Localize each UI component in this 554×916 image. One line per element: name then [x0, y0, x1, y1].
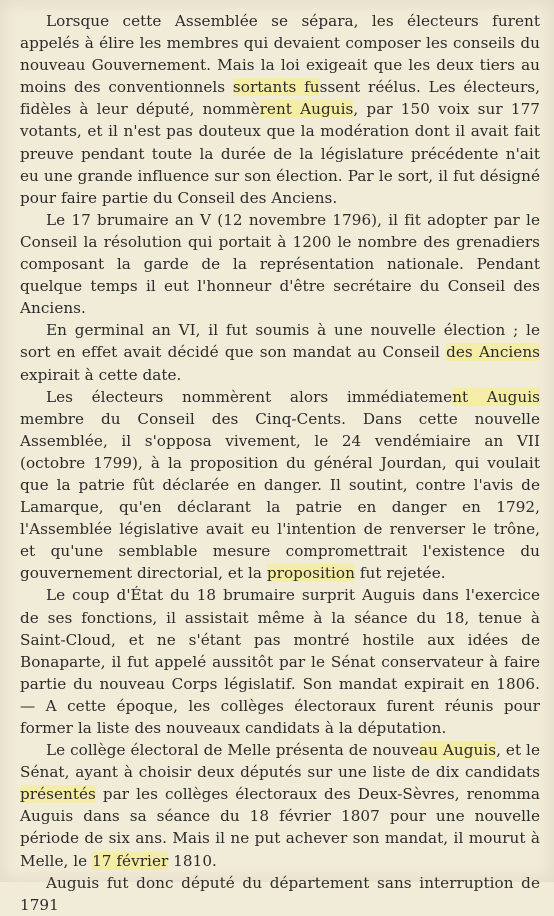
- highlighted-text: 17 février: [92, 851, 169, 870]
- highlighted-text: des Anciens: [446, 343, 540, 362]
- text-segment: membre du Conseil des Cinq-Cents. Dans cette nouvelle Assemblée, il s'opposa vivement, le 24 vendémiaire an VII (octobre 1799), à la proposition du général Jourdan, qui voulait que la patrie fût déclarée en danger. Il soutint, contre l'avis de Lamarque, qu'en déclarant la patrie en danger en 1792, l'Assemblée législative avait eu l'intention de renverser le trône, et qu'une semblable mesure compromettrait l'existence du gouvernement directorial, et la: [20, 409, 540, 583]
- document-body: [20, 10, 540, 916]
- text-segment: Lorsque cette Assemblée se sépara, les électeurs furent appelés à élire les membres qui devaient composer les conseils du nouveau Gouvernement. Mais la loi exigeait que les deux tiers au moins des conventionnels: [20, 12, 540, 97]
- highlighted-text: sortants fu: [232, 78, 320, 97]
- text-segment: En germinal an VI, il fut soumis à une nouvelle élection ; le sort en effet avait décidé que son mandat au Conseil: [20, 321, 540, 362]
- highlighted-text: au Auguis: [419, 741, 497, 760]
- text-segment: fut rejetée.: [354, 564, 446, 583]
- text-segment: ssent réélus. Les électeurs, fidèles à leur député, nommè: [20, 78, 540, 119]
- text-segment: , par 150 voix sur 177 votants, et il n'est pas douteux que la modération dont il avait fait preuve pendant toute la durée de la législature précédente n'ait eu une grande influence sur son élection. Par le sort, il fut désigné pour faire partie du Conseil des Anciens.: [20, 100, 540, 207]
- paragraph: [20, 584, 540, 739]
- highlighted-text: présentés: [20, 785, 96, 804]
- text-segment: Le collège électoral de Melle présenta de nouve: [46, 741, 420, 760]
- paragraph: [20, 209, 540, 319]
- paragraph: [20, 10, 540, 209]
- text-segment: , et le Sénat, ayant à choisir deux députés sur une liste de dix candidats: [20, 741, 540, 782]
- text-segment: expirait à cette date.: [20, 365, 182, 384]
- text-segment: Les électeurs nommèrent alors immédiateme: [46, 387, 453, 406]
- highlighted-text: rent Auguis: [259, 100, 354, 119]
- highlighted-text: proposition: [266, 564, 355, 583]
- text-segment: par les collèges électoraux des Deux-Sèvres, renomma Auguis dans sa séance du 18 février 1807 pour une nouvelle période de six ans. Mais il ne put achever son mandat, il mourut à Melle, le: [20, 785, 540, 870]
- text-segment: Le coup d'État du 18 brumaire surprit Auguis dans l'exercice de ses fonctions, il assistait même à la séance du 18, tenue à Saint-Cloud, et ne s'étant pas montré hostile aux idées de Bonaparte, il fut appelé aussitôt par le Sénat conservateur à faire partie du nouveau Corps législatif. Son mandat expirait en 1806. — A cette époque, les collèges électoraux furent réunis pour former la liste des nouveaux candidats à la députation.: [20, 586, 540, 737]
- paragraph: [20, 386, 540, 585]
- paragraph: [20, 739, 540, 872]
- highlighted-text: nt Auguis: [452, 387, 540, 406]
- text-segment: Auguis fut donc député du département sans interruption de 1791: [20, 873, 540, 914]
- paragraph: [20, 319, 540, 385]
- text-segment: Le 17 brumaire an V (12 novembre 1796), il fit adopter par le Conseil la résolution qui portait à 1200 le nombre des grenadiers composant la garde de la représentation nationale. Pendant quelque temps il eut l'honneur d'être secrétaire du Conseil des Anciens.: [20, 210, 540, 318]
- paragraph: [20, 872, 540, 916]
- text-segment: 1810.: [168, 851, 217, 870]
